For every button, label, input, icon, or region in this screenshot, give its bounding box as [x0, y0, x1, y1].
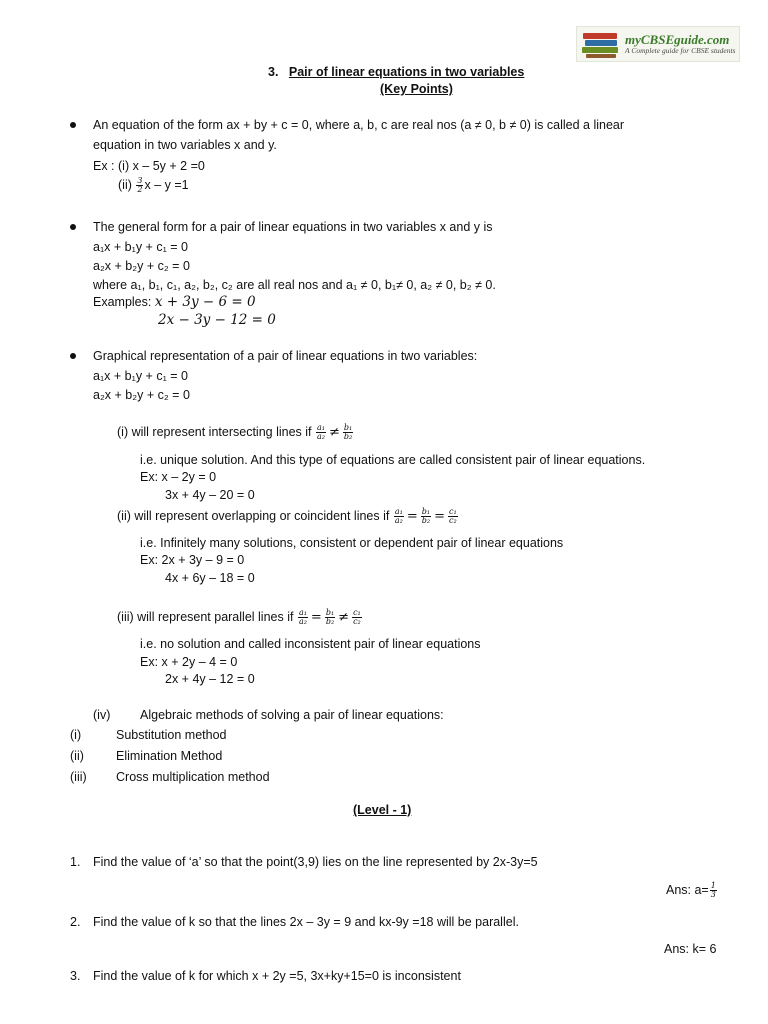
case-iii-description: i.e. no solution and called inconsistent pair of linear equations [140, 637, 481, 651]
case-iii-example2: 2x + 4y – 12 = 0 [165, 672, 255, 686]
point3-line1: Graphical representation of a pair of linear equations in two variables: [93, 349, 478, 363]
question-text: Find the value of ‘a’ so that the point(3,9) lies on the line represented by 2x-3y=5 [93, 855, 538, 869]
method-number: (ii) [70, 749, 84, 763]
point2-condition: where a₁, b₁, c₁, a₂, b₂, c₂ are all real nos and a₁ ≠ 0, b₁≠ 0, a₂ ≠ 0, b₂ ≠ 0. [93, 278, 496, 292]
fraction-a: $\frac{\text{a₁}}{\text{a₂}}$ [317, 423, 325, 442]
method-item: Cross multiplication method [116, 770, 270, 784]
method-number: (iii) [70, 770, 87, 784]
case-i-condition: (i) will represent intersecting lines if $\frac{\text{a₁}}{\text{a₂}}$ ≠ $\frac{\text{b₁}}{\text{b₂}}$ [117, 423, 353, 442]
method-number: (i) [70, 728, 82, 742]
level-heading: (Level - 1) [353, 803, 412, 817]
case-i-example2: 3x + 4y – 20 = 0 [165, 488, 255, 502]
fraction-b: $\frac{\text{b₁}}{\text{b₂}}$ [343, 423, 353, 442]
bullet-point-3 [70, 353, 76, 359]
methods-number: (iv) [93, 708, 111, 722]
point3-eq2: a₂x + b₂y + c₂ = 0 [93, 388, 190, 402]
point1-example2: (ii) $\frac{3}{2}$ x – y =1 [118, 176, 189, 195]
chapter-heading [268, 64, 524, 80]
method-item: Substitution method [116, 728, 227, 742]
point2-line1: The general form for a pair of linear equations in two variables x and y is [93, 220, 493, 234]
bullet-point-2 [70, 224, 76, 230]
question-text: Find the value of k so that the lines 2x – 3y = 9 and kx-9y =18 will be parallel. [93, 915, 519, 929]
page-subtitle: (Key Points) [380, 82, 453, 96]
answer: Ans: k= 6 [664, 942, 717, 956]
chapter-number: 3. [268, 65, 279, 79]
point3-eq1: a₁x + b₁y + c₁ = 0 [93, 369, 188, 383]
case-ii-description: i.e. Infinitely many solutions, consistent or dependent pair of linear equations [140, 536, 564, 550]
fraction: $\frac{3}{2}$ [137, 176, 143, 195]
question-number: 1. [70, 855, 81, 869]
logo-tagline: A Complete guide for CBSE students [625, 46, 736, 56]
answer: Ans: a= $\frac{1}{3}$ [666, 881, 716, 900]
case-iii-example1: Ex: x + 2y – 4 = 0 [140, 655, 238, 669]
fraction: $\frac{1}{3}$ [710, 881, 716, 900]
question-text: Find the value of k for which x + 2y =5, 3x+ky+15=0 is inconsistent [93, 969, 461, 983]
point2-examples: Examples: x + 3y − 6 = 0 [93, 294, 256, 310]
case-ii-condition: (ii) will represent overlapping or coincident lines if $\frac{\text{a₁}}{\text{a₂}}$ = $\frac{\text{b₁}}{\text{b₂}}$ = $\frac{\text{c₁}}{\text{c₂}}$ [117, 507, 457, 526]
methods-heading: Algebraic methods of solving a pair of linear equations: [140, 708, 444, 722]
question-number: 2. [70, 915, 81, 929]
case-iii-condition: (iii) will represent parallel lines if $\frac{\text{a₁}}{\text{a₂}}$ = $\frac{\text{b₁}}{\text{b₂}}$ ≠ $\frac{\text{c₁}}{\text{c₂}}$ [117, 608, 361, 627]
chapter-title: Pair of linear equations in two variables [288, 65, 525, 79]
point2-eq1: a₁x + b₁y + c₁ = 0 [93, 240, 188, 254]
case-i-description: i.e. unique solution. And this type of equations are called consistent pair of linear equations. [140, 453, 646, 467]
books-icon [581, 30, 621, 58]
point1-line1: An equation of the form ax + by + c = 0, where a, b, c are real nos (a ≠ 0, b ≠ 0) is called a linear [93, 118, 625, 132]
example-equation-2: 2x − 3y − 12 = 0 [158, 312, 276, 328]
case-ii-example2: 4x + 6y – 18 = 0 [165, 571, 255, 585]
method-item: Elimination Method [116, 749, 223, 763]
question-number: 3. [70, 969, 81, 983]
case-i-example1: Ex: x – 2y = 0 [140, 470, 217, 484]
point2-eq2: a₂x + b₂y + c₂ = 0 [93, 259, 190, 273]
bullet-point-1 [70, 122, 76, 128]
logo-brand: myCBSEguide.com [625, 31, 730, 47]
point1-example1: Ex : (i) x – 5y + 2 =0 [93, 159, 205, 173]
case-ii-example1: Ex: 2x + 3y – 9 = 0 [140, 553, 245, 567]
example-equation-1: x + 3y − 6 = 0 [154, 294, 256, 310]
point1-line2: equation in two variables x and y. [93, 138, 277, 152]
site-logo [576, 26, 740, 62]
